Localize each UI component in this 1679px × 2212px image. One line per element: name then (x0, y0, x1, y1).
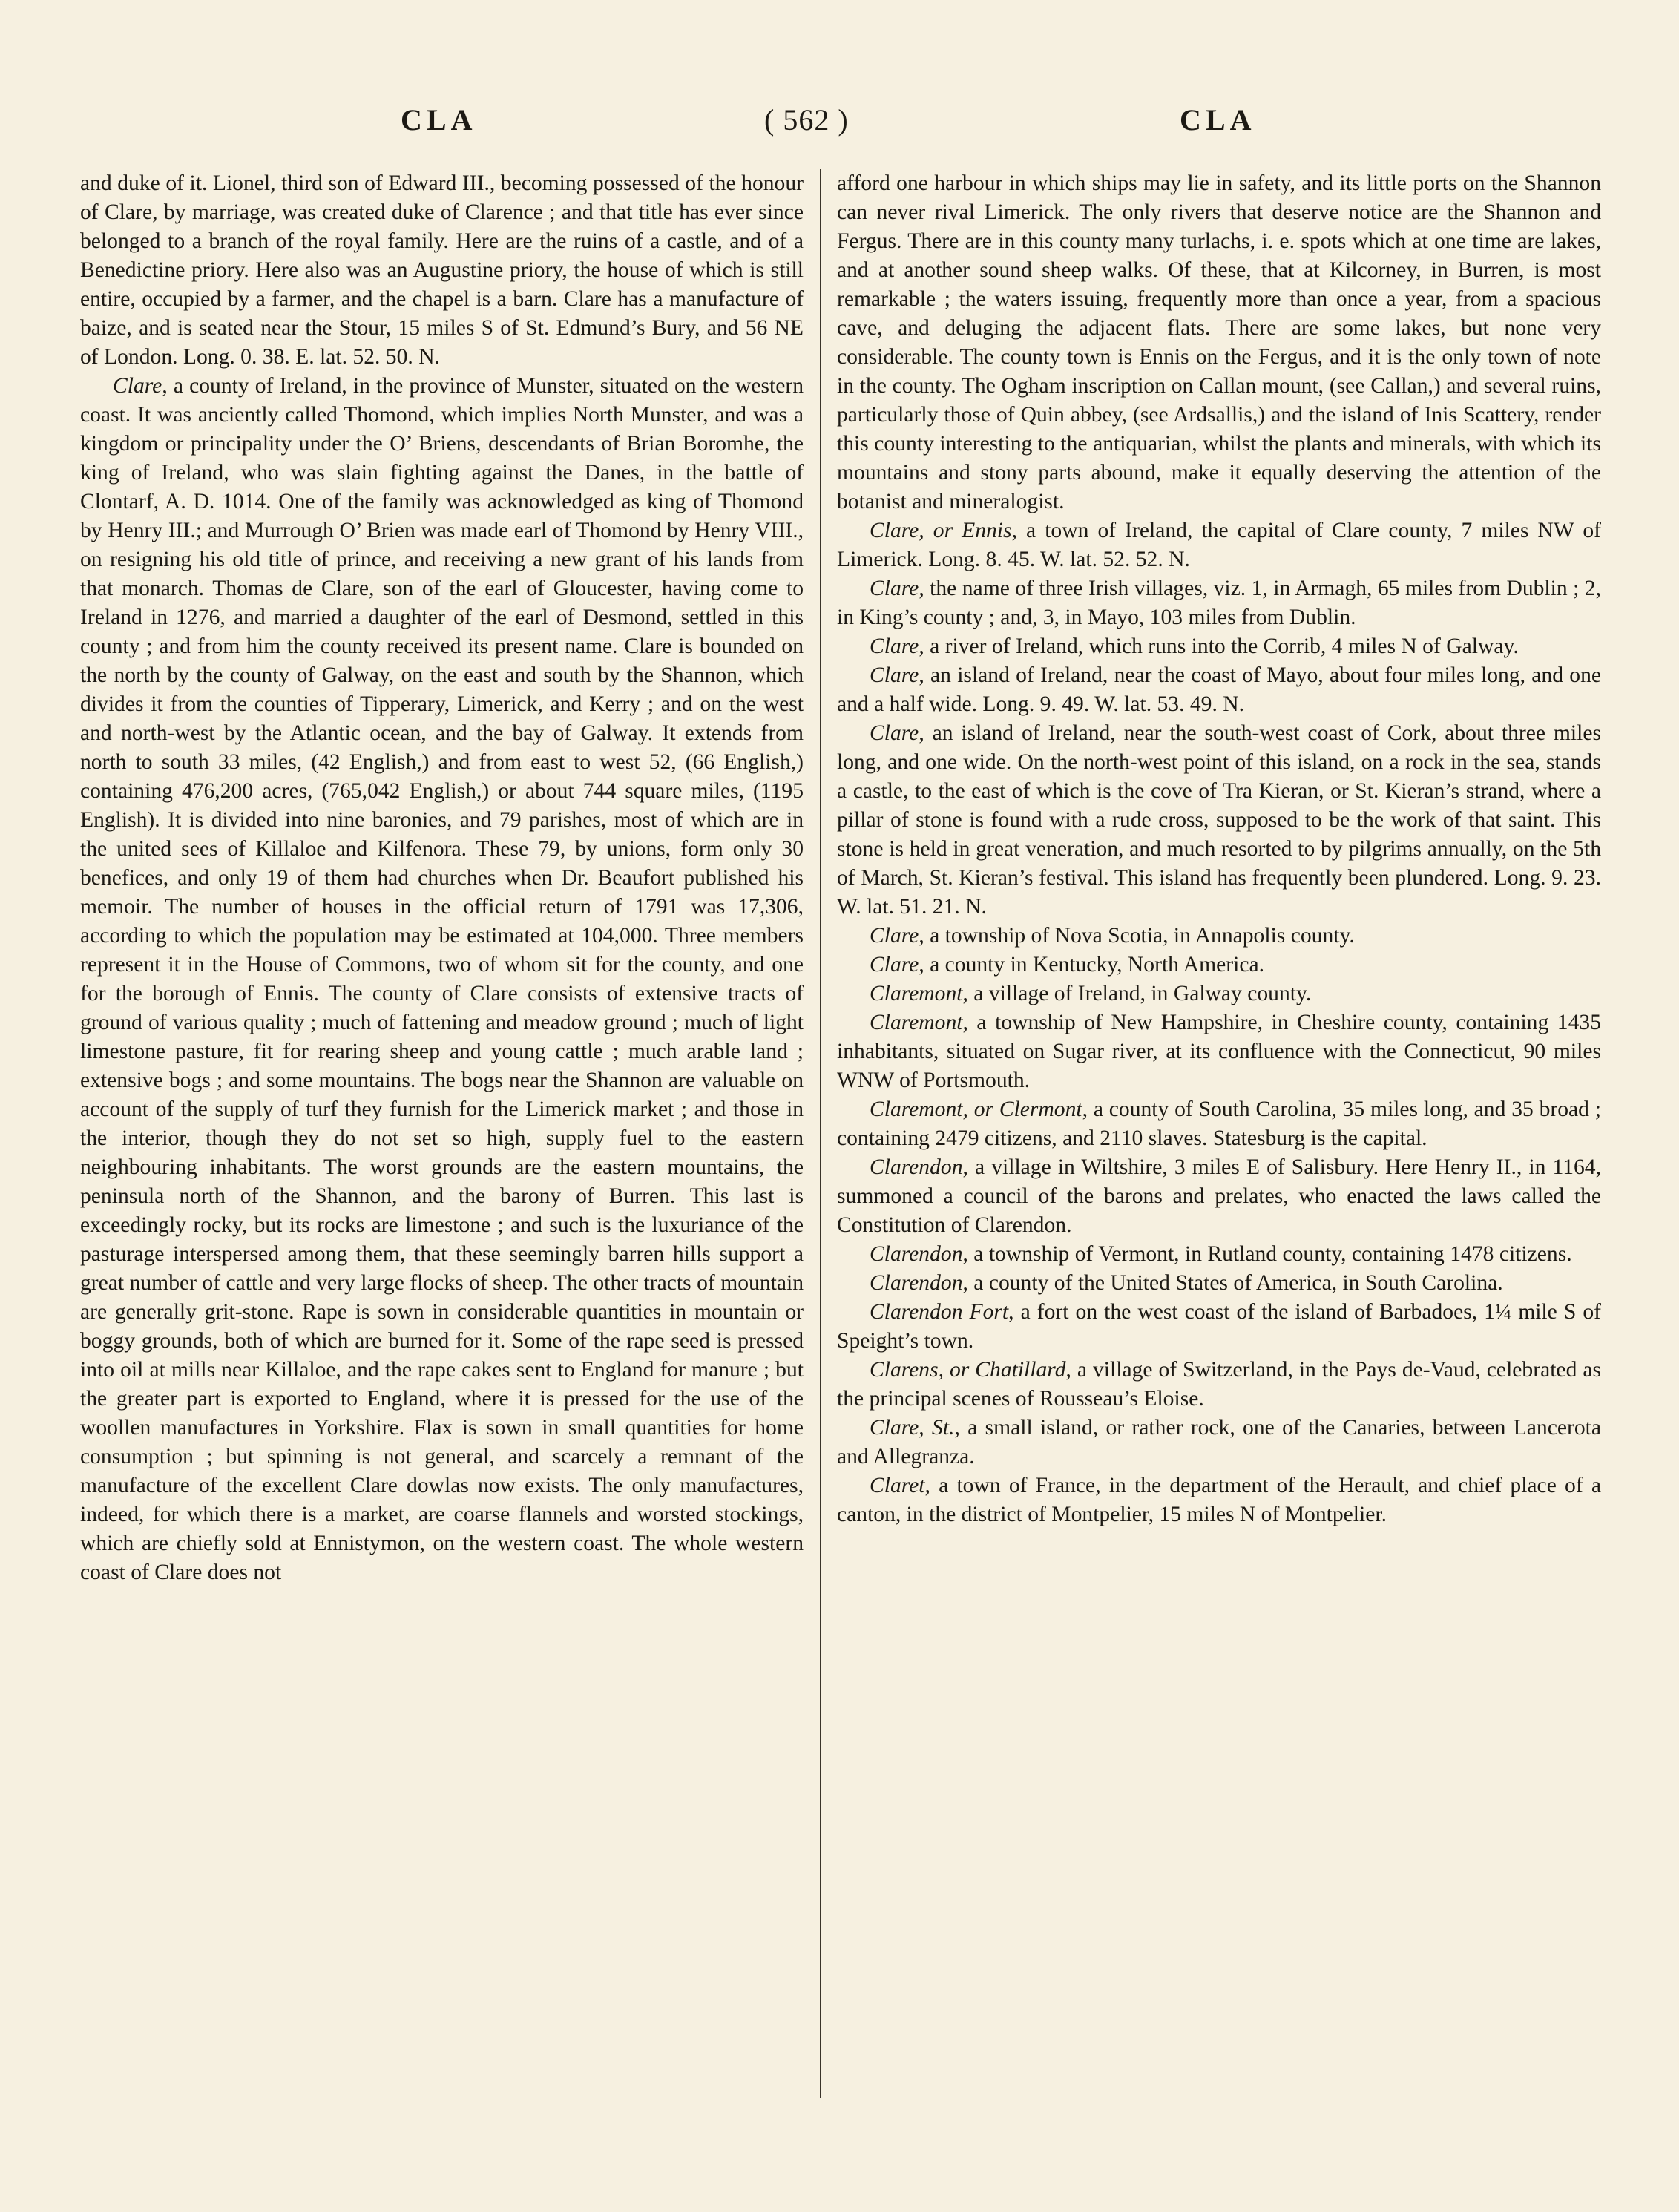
entry-headword: Clare (870, 663, 919, 687)
entry-headword: Clare (870, 924, 919, 948)
entry-text: , a county of Ireland, in the province of Munster, situated on the western coast. It was anciently called Thomond, which implies North Munster, and was a kingdom or principality under the O’ Briens, descendants of Brian Boromhe, the king of Ireland, who was slain fighting against the Danes, in the battle of Clontarf, A. D. 1014. One of the family was acknowledged as king of Thomond by Henry III.; and Murrough O’ Brien was made earl of Thomond by Henry VIII., on resigning his old title of prince, and receiving a new grant of his lands from that monarch. Thomas de Clare, son of the earl of Gloucester, having come to Ireland in 1276, and married a daughter of the earl of Desmond, settled in this county ; and from him the county received its present name. Clare is bounded on the north by the county of Galway, on the east and south by the Shannon, which divides it from the counties of Tipperary, Limerick, and Kerry ; and on the west and north-west by the Atlantic ocean, and the bay of Galway. It extends from north to south 33 miles, (42 English,) and from east to west 52, (66 English,) containing 476,200 acres, (765,042 English,) or about 744 square miles, (1195 English). It is divided into nine baronies, and 79 parishes, most of which are in the united sees of Killaloe and Kilfenora. These 79, by unions, form only 30 benefices, and only 19 of them had churches when Dr. Beaufort published his memoir. The number of houses in the official return of 1791 was 17,306, according to which the population may be estimated at 104,000. Three members represent it in the House of Commons, two of whom sit for the county, and one for the borough of Ennis. The county of Clare consists of extensive tracts of ground of various quality ; much of fattening and meadow ground ; much of light limestone pasture, fit for rearing sheep and young cattle ; much arable land ; extensive bogs ; and some mountains. The bogs near the Shannon are valuable on account of the supply of turf they furnish for the Limerick market ; and those in the interior, though they do not set so high, supply fuel to the eastern neighbouring inhabitants. The worst grounds are the eastern mountains, the peninsula north of the Shannon, and the barony of Burren. This last is exceedingly rocky, but its rocks are limestone ; and such is the luxuriance of the pasturage interspersed among them, that these seemingly barren hills support a great number of cattle and very large flocks of sheep. The other tracts of mountain are generally grit-stone. Rape is sown in considerable quantities in mountain or boggy grounds, both of which are burned for it. Some of the rape seed is pressed into oil at mills near Killaloe, and the rape cakes sent to England for manure ; but the greater part is exported to England, where it is pressed for the use of the woollen manufactures in Yorkshire. Flax is sown in small quantities for home consumption ; but spinning is not general, and scarcely a remnant of the manufacture of the excellent Clare dowlas now exists. The only manufactures, indeed, for which there is a market, are coarse flannels and worsted stockings, which are chiefly sold at Ennistymon, on the western coast. The whole western coast of Clare does not (80, 374, 804, 1584)
dictionary-entry (80, 372, 804, 1587)
entry-text: , an island of Ireland, near the south-west coast of Cork, about three miles long, and one wide. On the north-west point of this island, on a rock in the sea, stands a castle, to the east of which is the cove of Tra Kieran, or St. Kieran’s strand, where a pillar of stone is found with a rude cross, supposed to be the work of that saint. This stone is held in great veneration, and much resorted to by pilgrims annually, on the 5th of March, St. Kieran’s festival. This island has frequently been plundered. Long. 9. 23. W. lat. 51. 21. N. (837, 721, 1601, 919)
dictionary-entry (80, 169, 804, 372)
left-column (80, 169, 804, 2173)
entry-headword: Clare, or Ennis (870, 519, 1012, 542)
header-right-word: CLA (1180, 103, 1256, 137)
page-number: ( 562 ) (764, 103, 849, 137)
entry-text: , a county of the United States of America, in South Carolina. (962, 1271, 1503, 1295)
header-left-word: CLA (401, 103, 477, 137)
entry-text: , a town of Ireland, the capital of Clare county, 7 miles NW of Limerick. Long. 8. 45. W. lat. 52. 52. N. (837, 519, 1601, 571)
entry-headword: Clare (113, 374, 162, 398)
entry-headword: Claremont (870, 1011, 963, 1034)
dictionary-entry (837, 951, 1601, 979)
entry-text: , the name of three Irish villages, viz. 1, in Armagh, 65 miles from Dublin ; 2, in King’s county ; and, 3, in Mayo, 103 miles from Dublin. (837, 577, 1601, 629)
dictionary-entry (837, 979, 1601, 1008)
entry-text: , a village of Switzerland, in the Pays de-Vaud, celebrated as the principal scenes of Rousseau’s Eloise. (837, 1358, 1601, 1411)
entry-headword: Clare, St. (870, 1416, 955, 1440)
entry-text: , a village of Ireland, in Galway county. (962, 982, 1312, 1005)
entry-text: , a county in Kentucky, North America. (919, 953, 1265, 977)
dictionary-entry (837, 1153, 1601, 1240)
entry-headword: Claret (870, 1474, 925, 1497)
entry-headword: Clarendon (870, 1155, 963, 1179)
entry-headword: Clare (870, 634, 919, 658)
entry-headword: Clarendon (870, 1271, 963, 1295)
running-header (0, 102, 1679, 147)
entry-headword: Clarendon Fort (870, 1300, 1009, 1324)
entry-headword: Claremont, or Clermont (870, 1097, 1082, 1121)
dictionary-entry (837, 1008, 1601, 1095)
dictionary-entry (837, 1240, 1601, 1269)
dictionary-entry (837, 632, 1601, 661)
dictionary-entry (837, 661, 1601, 719)
dictionary-entry (837, 922, 1601, 951)
entry-headword: Clarendon (870, 1242, 963, 1266)
entry-text: , a county of South Carolina, 35 miles long, and 35 broad ; containing 2479 citizens, and 2110 slaves. Statesburg is the capital. (837, 1097, 1601, 1150)
column-divider (820, 169, 821, 2098)
dictionary-entry (837, 1095, 1601, 1153)
dictionary-entry (837, 1356, 1601, 1414)
dictionary-entry (837, 1414, 1601, 1471)
dictionary-entry (837, 719, 1601, 922)
entry-text: , a river of Ireland, which runs into the Corrib, 4 miles N of Galway. (919, 634, 1519, 658)
entry-text: , a township of Nova Scotia, in Annapolis county. (919, 924, 1355, 948)
dictionary-entry (837, 574, 1601, 632)
entry-text: , a small island, or rather rock, one of the Canaries, between Lancerota and Allegranza. (837, 1416, 1601, 1468)
entry-text: , a town of France, in the department of the Herault, and chief place of a canton, in the district of Montpelier, 15 miles N of Montpelier. (837, 1474, 1601, 1526)
right-column (837, 169, 1601, 2173)
entry-text: , a township of Vermont, in Rutland county, containing 1478 citizens. (962, 1242, 1572, 1266)
entry-text: , an island of Ireland, near the coast of Mayo, about four miles long, and one and a half wide. Long. 9. 49. W. lat. 53. 49. N. (837, 663, 1601, 716)
entry-headword: Clare (870, 721, 919, 745)
entry-text: and duke of it. Lionel, third son of Edward III., becoming possessed of the honour of Clare, by marriage, was created duke of Clarence ; and that title has ever since belonged to a branch of the royal family. Here are the ruins of a castle, and of a Benedictine priory. Here also was an Augustine priory, the house of which is still entire, occupied by a farmer, and the chapel is a barn. Clare has a manufacture of baize, and is seated near the Stour, 15 miles S of St. Edmund’s Bury, and 56 NE of London. Long. 0. 38. E. lat. 52. 50. N. (80, 171, 804, 369)
entry-headword: Clarens, or Chatillard (870, 1358, 1066, 1382)
entry-text: , a village in Wiltshire, 3 miles E of Salisbury. Here Henry II., in 1164, summoned a council of the barons and prelates, who enacted the laws called the Constitution of Clarendon. (837, 1155, 1601, 1237)
entry-text: , a fort on the west coast of the island of Barbadoes, 1¼ mile S of Speight’s town. (837, 1300, 1601, 1353)
entry-headword: Claremont (870, 982, 963, 1005)
dictionary-entry (837, 1298, 1601, 1356)
entry-text: afford one harbour in which ships may lie in safety, and its little ports on the Shannon can never rival Limerick. The only rivers that deserve notice are the Shannon and Fergus. There are in this county many turlachs, i. e. spots which at one time are lakes, and at another sound sheep walks. Of these, that at Kilcorney, in Burren, is most remarkable ; the waters issuing, frequently more than once a year, from a spacious cave, and deluging the adjacent flats. There are some lakes, but none very considerable. The county town is Ennis on the Fergus, and it is the only town of note in the county. The Ogham inscription on Callan mount, (see Callan,) and several ruins, particularly those of Quin abbey, (see Ardsallis,) and the island of Inis Scattery, render this county interesting to the antiquarian, whilst the plants and minerals, with which its mountains and stony parts abound, make it equally deserving the attention of the botanist and mineralogist. (837, 171, 1601, 513)
dictionary-entry (837, 516, 1601, 574)
dictionary-entry (837, 1269, 1601, 1298)
entry-text: , a township of New Hampshire, in Cheshire county, containing 1435 inhabitants, situated on Sugar river, at its confluence with the Connecticut, 90 miles WNW of Portsmouth. (837, 1011, 1601, 1092)
entry-headword: Clare (870, 577, 919, 600)
entry-headword: Clare (870, 953, 919, 977)
dictionary-entry (837, 169, 1601, 516)
dictionary-entry (837, 1471, 1601, 1529)
